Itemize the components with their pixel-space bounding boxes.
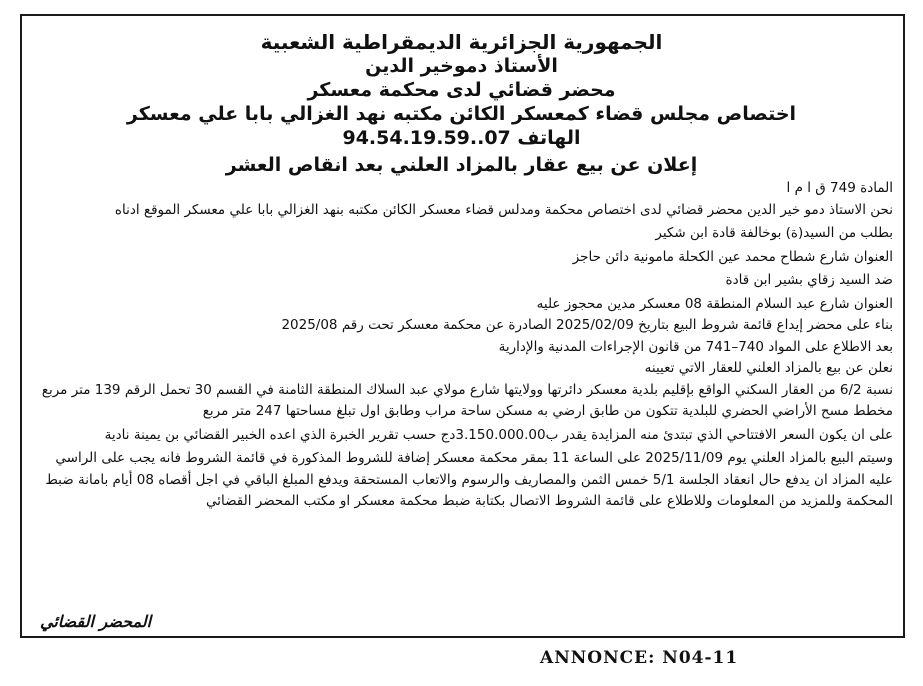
signature-block bbox=[40, 612, 151, 631]
sale-terms-paragraph: وسيتم البيع بالمزاد العلني يوم 2025/11/09 على الساعة 11 بمقر محكمة معسكر إضافة للشروط المذكورة في قائمة الشروط فانه يجب على الراسي عليه المزاد ان يدفع حال انعقاد الجلسة 5/1 خمس الثمن والمصاريف والرسوم والاتعاب المستحقة ويدفع المبلغ الباقي في اجل أقصاه 08 أيام بامانة ضبط المحكمة وللمزيد من المعلومات وللاطلاع على قائمة الشروط الاتصال بكتابة ضبط محكمة معسكر او مكتب المحضر القضائي bbox=[45, 450, 893, 509]
notice-body bbox=[34, 178, 893, 513]
notice-header bbox=[30, 30, 893, 178]
republic-heading: الجمهورية الجزائرية الديمقراطية الشعبية bbox=[260, 30, 663, 54]
announcement-title: إعلان عن بيع عقار بالمزاد العلني بعد انقاص العشر bbox=[225, 154, 698, 176]
bailiff-title: محضر قضائي لدى محكمة معسكر bbox=[307, 79, 616, 101]
phone-label: الهاتف bbox=[517, 127, 581, 149]
property-paragraph: نسبة 6/2 من العقار السكني الواقع بإقليم بلدية معسكر دائرتها وولايتها شارع مولاي عبد السلاك المنطقة الثامنة في القسم 30 تحمل الرقم 139 متر مربع مخطط مسح الأراضي الحضري للبلدية تتكون من طابق ارضي به مسكن ساحة مراب وطابق اول تبلغ مساحتها 247 متر مربع bbox=[41, 381, 893, 419]
deposit-line: بناء على محضر إيداع قائمة شروط البيع بتاريخ 2025/02/09 الصادرة عن محكمة معسكر تحت رقم 2025/08 bbox=[281, 317, 893, 333]
phone-number: 94.54.19.59..07 bbox=[342, 127, 511, 149]
legal-basis-line: بعد الاطلاع على المواد 740–741 من قانون الإجراءات المدنية والإدارية bbox=[498, 338, 893, 355]
intro-paragraph: نحن الاستاذ دمو خير الدين محضر قضائي لدى اختصاص محكمة ومدلس قضاء معسكر الكائن مكتبه بنهد الغزالي بابا علي معسكر الموقع ادناه bbox=[114, 201, 893, 218]
against-line: ضد السيد زقاي بشير ابن قادة bbox=[725, 272, 893, 288]
phone-line bbox=[30, 126, 893, 150]
price-paragraph: على ان يكون السعر الافتتاحي الذي تبتدئ منه المزايدة يقدر ب3.150.000.00دج حسب تقرير الخبرة الذي اعده الخبير القضائي بن يمينة نادية bbox=[104, 426, 893, 443]
against-address: العنوان شارع عبد السلام المنطقة 08 معسكر مدين محجوز عليه bbox=[536, 295, 893, 312]
announce-line: نعلن عن بيع بالمزاد العلني للعقار الاتي تعيينه bbox=[644, 360, 893, 376]
requester-line: بطلب من السيد(ة) بوخالفة قادة ابن شكير bbox=[655, 225, 893, 241]
requester-address: العنوان شارع شطاح محمد عين الكحلة مامونية دائن حاجز bbox=[572, 248, 893, 265]
article-reference: المادة 749 ق ا م ا bbox=[786, 180, 893, 196]
annonce-reference: ANNONCE: N04-11 bbox=[540, 648, 739, 668]
bailiff-name: الأستاذ دموخير الدين bbox=[365, 55, 558, 77]
signature-label: المحضر القضائي bbox=[40, 612, 152, 631]
jurisdiction-line: اختصاص مجلس قضاء كمعسكر الكائن مكتبه نهد الغزالي بابا علي معسكر bbox=[126, 103, 797, 125]
